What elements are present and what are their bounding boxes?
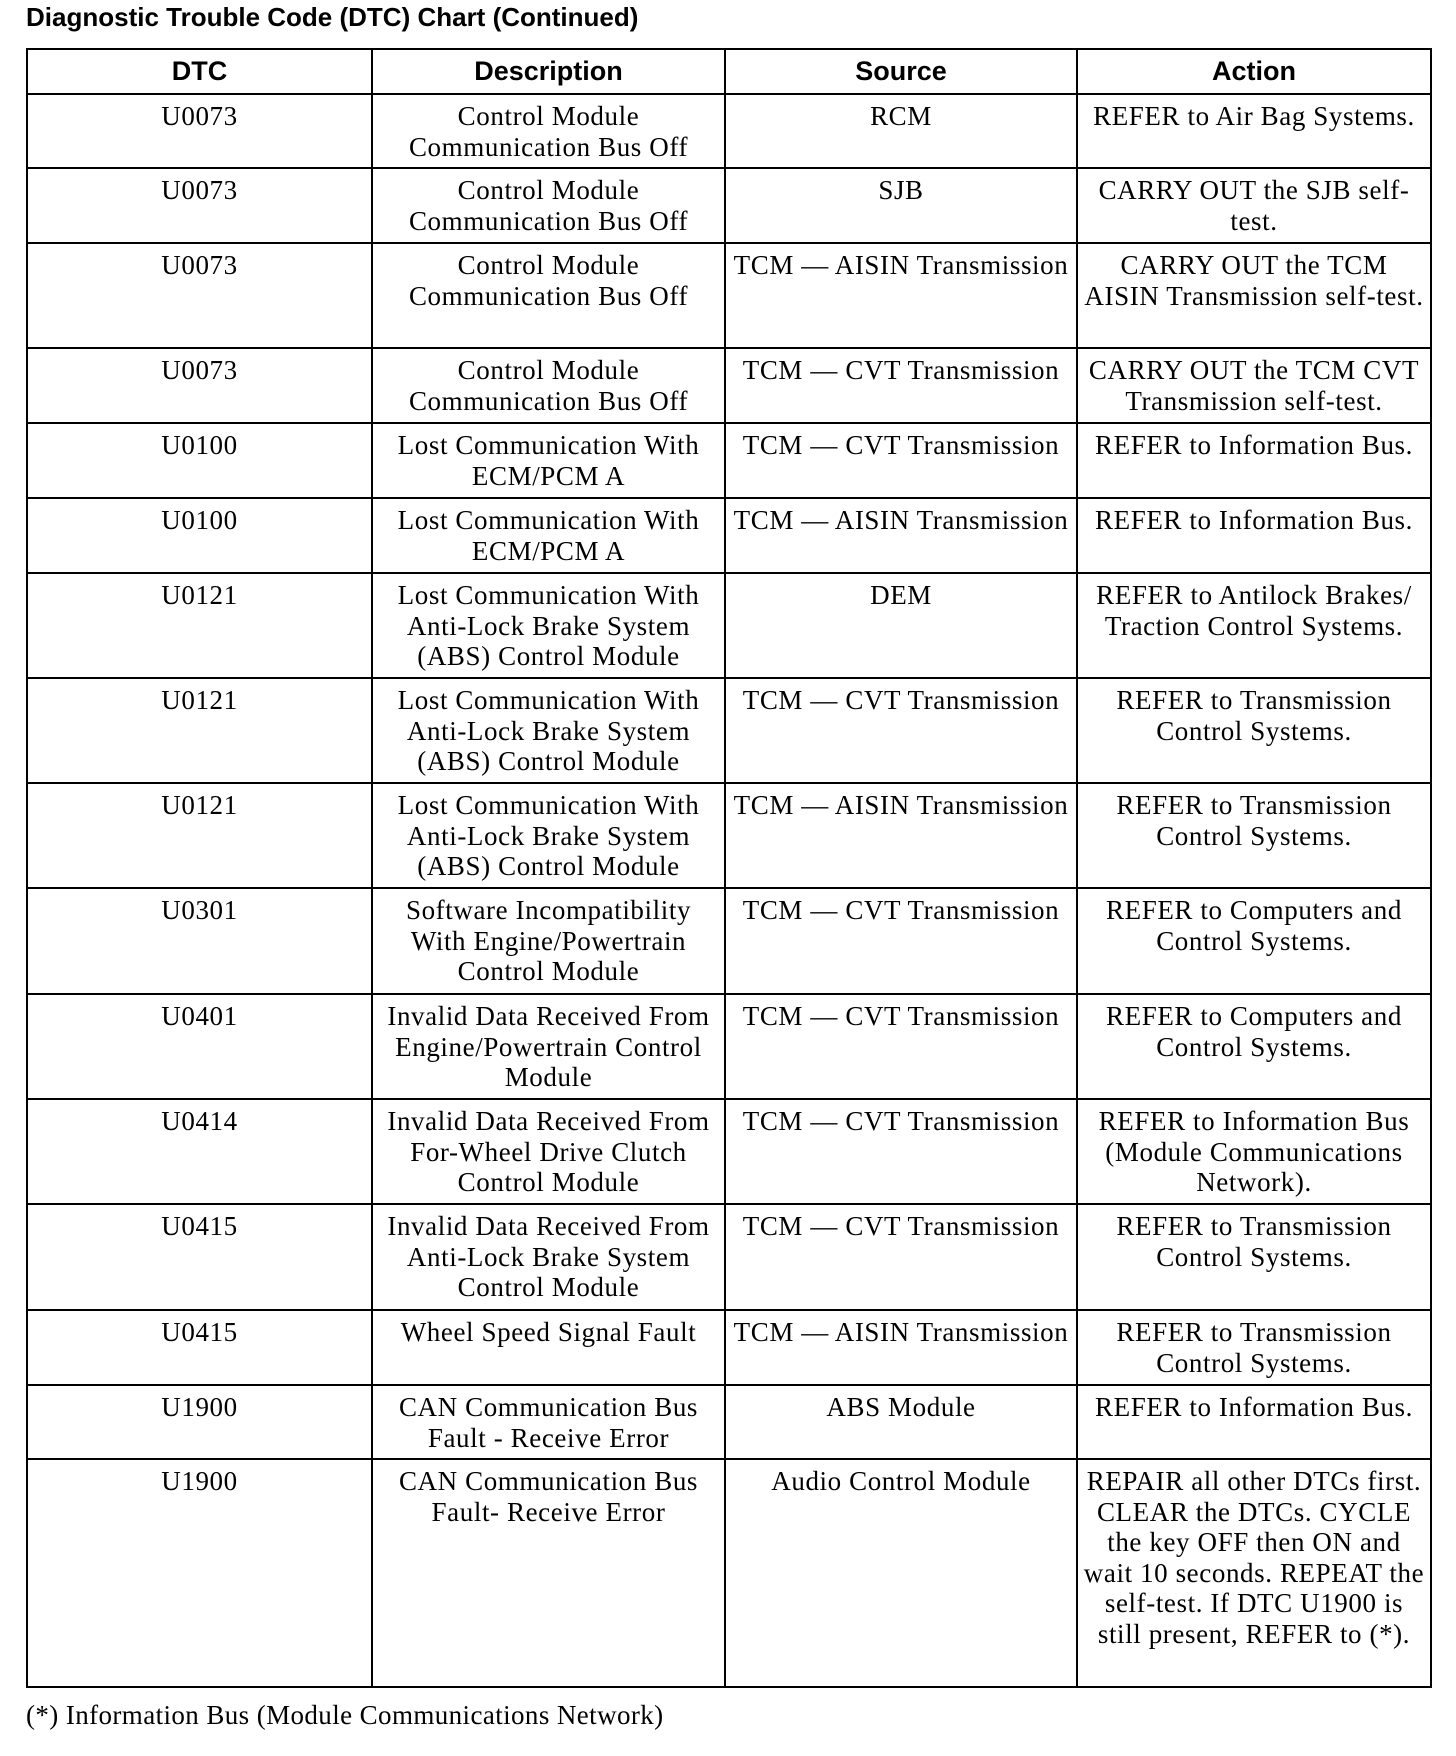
source-cell: TCM — CVT Transmission bbox=[725, 994, 1077, 1099]
description-cell: Lost Communication With ECM/PCM A bbox=[372, 498, 725, 573]
source-cell: TCM — AISIN Transmission bbox=[725, 243, 1077, 348]
action-cell: CARRY OUT the TCM CVT Transmission self-test. bbox=[1077, 348, 1431, 423]
dtc-cell: U0415 bbox=[27, 1310, 372, 1385]
dtc-cell: U0073 bbox=[27, 94, 372, 168]
table-row bbox=[27, 168, 1431, 243]
dtc-cell: U0121 bbox=[27, 573, 372, 678]
description-cell: Lost Communication With Anti-Lock Brake System (ABS) Control Module bbox=[372, 783, 725, 888]
table-row bbox=[27, 348, 1431, 423]
table-header-row bbox=[27, 49, 1431, 94]
page-title: Diagnostic Trouble Code (DTC) Chart (Continued) bbox=[26, 2, 639, 32]
table-row bbox=[27, 243, 1431, 348]
description-cell: Lost Communication With Anti-Lock Brake System (ABS) Control Module bbox=[372, 678, 725, 783]
dtc-cell: U0121 bbox=[27, 783, 372, 888]
source-cell: TCM — AISIN Transmission bbox=[725, 498, 1077, 573]
action-cell: REFER to Information Bus. bbox=[1077, 498, 1431, 573]
dtc-cell: U0100 bbox=[27, 498, 372, 573]
table-row bbox=[27, 1099, 1431, 1204]
table-row bbox=[27, 423, 1431, 498]
table-row bbox=[27, 783, 1431, 888]
action-cell: REFER to Information Bus (Module Communications Network). bbox=[1077, 1099, 1431, 1204]
source-cell: TCM — AISIN Transmission bbox=[725, 783, 1077, 888]
source-cell: TCM — CVT Transmission bbox=[725, 1099, 1077, 1204]
source-cell: TCM — AISIN Transmission bbox=[725, 1310, 1077, 1385]
table-row bbox=[27, 94, 1431, 168]
column-header-source: Source bbox=[725, 49, 1077, 94]
table-row bbox=[27, 573, 1431, 678]
table-row bbox=[27, 498, 1431, 573]
action-cell: REFER to Transmission Control Systems. bbox=[1077, 1204, 1431, 1310]
action-cell: REFER to Antilock Brakes/ Traction Control Systems. bbox=[1077, 573, 1431, 678]
action-cell: REFER to Transmission Control Systems. bbox=[1077, 678, 1431, 783]
source-cell: DEM bbox=[725, 573, 1077, 678]
action-cell: REPAIR all other DTCs first. CLEAR the DTCs. CYCLE the key OFF then ON and wait 10 seconds. REPEAT the self-test. If DTC U1900 is still present, REFER to (*). bbox=[1077, 1459, 1431, 1687]
source-cell: TCM — CVT Transmission bbox=[725, 888, 1077, 994]
source-cell: TCM — CVT Transmission bbox=[725, 423, 1077, 498]
description-cell: CAN Communication Bus Fault - Receive Error bbox=[372, 1385, 725, 1459]
description-cell: Control Module Communication Bus Off bbox=[372, 168, 725, 243]
description-cell: Wheel Speed Signal Fault bbox=[372, 1310, 725, 1385]
action-cell: REFER to Transmission Control Systems. bbox=[1077, 783, 1431, 888]
action-cell: REFER to Computers and Control Systems. bbox=[1077, 888, 1431, 994]
source-cell: RCM bbox=[725, 94, 1077, 168]
description-cell: Control Module Communication Bus Off bbox=[372, 94, 725, 168]
action-cell: REFER to Information Bus. bbox=[1077, 423, 1431, 498]
table-row bbox=[27, 1204, 1431, 1310]
dtc-cell: U0100 bbox=[27, 423, 372, 498]
column-header-action: Action bbox=[1077, 49, 1431, 94]
table-row bbox=[27, 678, 1431, 783]
action-cell: CARRY OUT the TCM AISIN Transmission self-test. bbox=[1077, 243, 1431, 348]
action-cell: CARRY OUT the SJB self-test. bbox=[1077, 168, 1431, 243]
dtc-cell: U0073 bbox=[27, 243, 372, 348]
column-header-description: Description bbox=[372, 49, 725, 94]
dtc-chart-table bbox=[26, 48, 1432, 1688]
dtc-cell: U0301 bbox=[27, 888, 372, 994]
description-cell: CAN Communication Bus Fault- Receive Error bbox=[372, 1459, 725, 1687]
description-cell: Lost Communication With Anti-Lock Brake System (ABS) Control Module bbox=[372, 573, 725, 678]
source-cell: SJB bbox=[725, 168, 1077, 243]
description-cell: Control Module Communication Bus Off bbox=[372, 243, 725, 348]
footnote: (*) Information Bus (Module Communications Network) bbox=[26, 1700, 664, 1730]
table-row bbox=[27, 1385, 1431, 1459]
table-row bbox=[27, 1310, 1431, 1385]
source-cell: Audio Control Module bbox=[725, 1459, 1077, 1687]
table-row bbox=[27, 1459, 1431, 1687]
action-cell: REFER to Computers and Control Systems. bbox=[1077, 994, 1431, 1099]
description-cell: Control Module Communication Bus Off bbox=[372, 348, 725, 423]
column-header-dtc: DTC bbox=[27, 49, 372, 94]
action-cell: REFER to Transmission Control Systems. bbox=[1077, 1310, 1431, 1385]
dtc-cell: U1900 bbox=[27, 1459, 372, 1687]
action-cell: REFER to Information Bus. bbox=[1077, 1385, 1431, 1459]
dtc-cell: U0073 bbox=[27, 348, 372, 423]
description-cell: Invalid Data Received From Engine/Powertrain Control Module bbox=[372, 994, 725, 1099]
table-row bbox=[27, 888, 1431, 994]
source-cell: TCM — CVT Transmission bbox=[725, 678, 1077, 783]
description-cell: Invalid Data Received From For-Wheel Drive Clutch Control Module bbox=[372, 1099, 725, 1204]
dtc-cell: U0073 bbox=[27, 168, 372, 243]
description-cell: Software Incompatibility With Engine/Powertrain Control Module bbox=[372, 888, 725, 994]
description-cell: Invalid Data Received From Anti-Lock Brake System Control Module bbox=[372, 1204, 725, 1310]
source-cell: ABS Module bbox=[725, 1385, 1077, 1459]
description-cell: Lost Communication With ECM/PCM A bbox=[372, 423, 725, 498]
table-row bbox=[27, 994, 1431, 1099]
dtc-cell: U0414 bbox=[27, 1099, 372, 1204]
dtc-cell: U0415 bbox=[27, 1204, 372, 1310]
dtc-cell: U0401 bbox=[27, 994, 372, 1099]
action-cell: REFER to Air Bag Systems. bbox=[1077, 94, 1431, 168]
dtc-cell: U1900 bbox=[27, 1385, 372, 1459]
dtc-cell: U0121 bbox=[27, 678, 372, 783]
source-cell: TCM — CVT Transmission bbox=[725, 348, 1077, 423]
source-cell: TCM — CVT Transmission bbox=[725, 1204, 1077, 1310]
